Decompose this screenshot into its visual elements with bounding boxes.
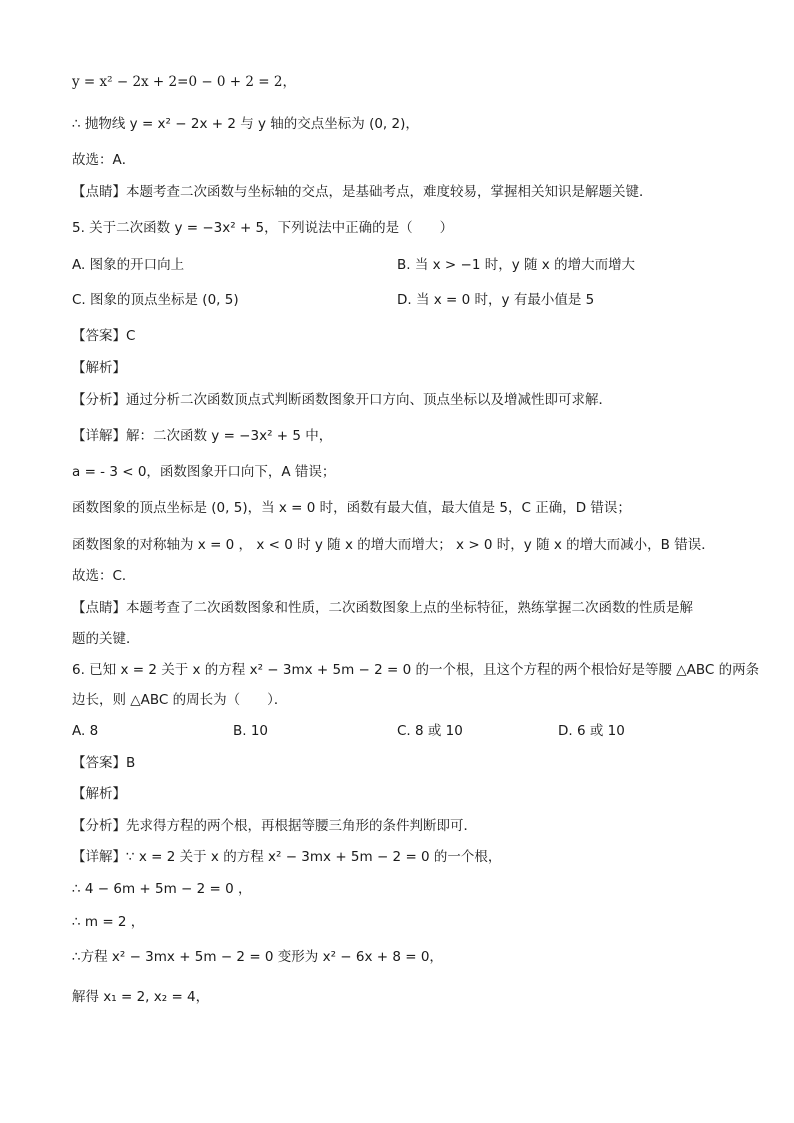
text-line: y = x² − 2x + 2=0 − 0 + 2 = 2，: [72, 74, 296, 90]
comment-line: 题的关键．: [72, 631, 140, 647]
text-line: 故选：A．: [72, 152, 136, 168]
q5-option-d: D. 当 x = 0 时，y 有最小值是 5: [397, 292, 595, 308]
q5-option-c: C. 图象的顶点坐标是 (0, 5): [72, 292, 239, 308]
solution-line: 解得 x₁ = 2, x₂ = 4，: [72, 989, 210, 1005]
solution-line: ∴ m = 2 ，: [72, 914, 145, 930]
comment-line: 【点睛】本题考查了二次函数图象和性质，二次函数图象上点的坐标特征，熟练掌握二次函数的性质是解: [72, 600, 693, 616]
solution-line: 【详解】解：二次函数 y = −3x² + 5 中，: [72, 428, 333, 444]
text-line: ∴ 抛物线 y = x² − 2x + 2 与 y 轴的交点坐标为 (0, 2)，: [72, 116, 419, 132]
analysis-line: 【分析】通过分析二次函数顶点式判断函数图象开口方向、顶点坐标以及增减性即可求解．: [72, 392, 612, 408]
solution-line: 函数图象的对称轴为 x = 0 ， x < 0 时 y 随 x 的增大而增大； x > 0 时，y 随 x 的增大而减小，B 错误．: [72, 537, 715, 553]
answer-label: 【答案】B: [72, 755, 136, 771]
analysis-label: 【解析】: [72, 360, 126, 376]
q5-option-a: A. 图象的开口向上: [72, 257, 185, 273]
q5-option-b: B. 当 x > −1 时，y 随 x 的增大而增大: [397, 257, 636, 273]
solution-line: 函数图象的顶点坐标是 (0, 5)，当 x = 0 时，函数有最大值，最大值是 5，C 正确，D 错误；: [72, 500, 631, 516]
comment-line: 【点睛】本题考查二次函数与坐标轴的交点，是基础考点，难度较易，掌握相关知识是解题关键．: [72, 184, 653, 200]
solution-line: 【详解】∵ x = 2 关于 x 的方程 x² − 3mx + 5m − 2 = 0 的一个根，: [72, 849, 502, 865]
q6-option-a: A. 8: [72, 723, 99, 739]
answer-label: 【答案】C: [72, 328, 136, 344]
analysis-label: 【解析】: [72, 786, 126, 802]
analysis-line: 【分析】先求得方程的两个根，再根据等腰三角形的条件判断即可．: [72, 818, 477, 834]
solution-line: ∴ 4 − 6m + 5m − 2 = 0 ，: [72, 881, 252, 897]
q6-option-b: B. 10: [233, 723, 269, 739]
solution-line: a = - 3 < 0，函数图象开口向下，A 错误；: [72, 464, 336, 480]
question-6-stem: 边长，则 △ABC 的周长为（ ）．: [72, 692, 288, 708]
question-5-stem: 5. 关于二次函数 y = −3x² + 5，下列说法中正确的是（ ）: [72, 220, 454, 236]
q6-option-d: D. 6 或 10: [558, 723, 625, 739]
solution-line: ∴方程 x² − 3mx + 5m − 2 = 0 变形为 x² − 6x + 8 = 0，: [72, 949, 443, 965]
text-line: 故选：C．: [72, 568, 136, 584]
question-6-stem: 6. 已知 x = 2 关于 x 的方程 x² − 3mx + 5m − 2 = 0 的一个根，且这个方程的两个根恰好是等腰 △ABC 的两条: [72, 662, 760, 678]
q6-option-c: C. 8 或 10: [397, 723, 463, 739]
